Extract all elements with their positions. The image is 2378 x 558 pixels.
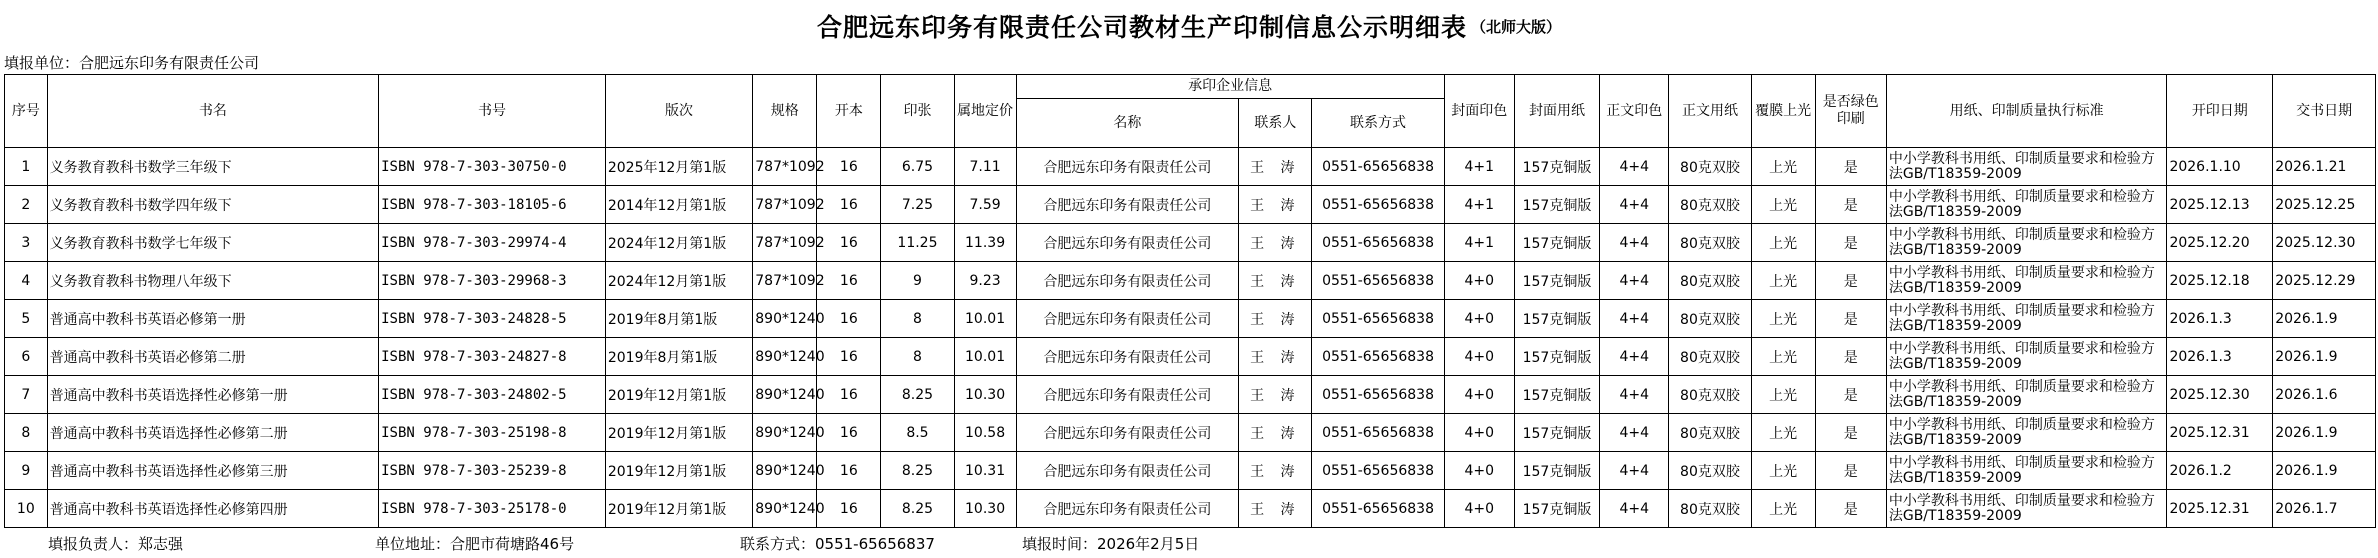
cell-book-no: ISBN 978-7-303-18105-6 (379, 186, 606, 224)
cell-contact: 王 涛 (1239, 490, 1312, 528)
cell-edition: 2024年12月第1版 (605, 262, 752, 300)
cell-standard: 中小学教科书用纸、印制质量要求和检验方法GB/T18359-2009 (1886, 224, 2167, 262)
cell-price: 7.59 (954, 186, 1016, 224)
cell-book-no: ISBN 978-7-303-24828-5 (379, 300, 606, 338)
cell-book-name: 普通高中教科书英语选择性必修第四册 (47, 490, 378, 528)
cell-delivery-date: 2025.12.29 (2273, 262, 2376, 300)
cell-sheets: 7.25 (881, 186, 954, 224)
cell-edition: 2019年8月第1版 (605, 338, 752, 376)
cell-green: 是 (1815, 490, 1886, 528)
cell-company: 合肥远东印务有限责任公司 (1016, 148, 1239, 186)
header-book-no: 书号 (379, 75, 606, 148)
cell-film: 上光 (1751, 414, 1815, 452)
cell-spec: 890*1240 (753, 300, 817, 338)
cell-start-date: 2025.12.13 (2167, 186, 2273, 224)
page-subtitle: （北师大版） (1471, 17, 1562, 36)
cell-format: 16 (817, 376, 881, 414)
cell-green: 是 (1815, 224, 1886, 262)
cell-book-no: ISBN 978-7-303-30750-0 (379, 148, 606, 186)
header-start-date: 开印日期 (2167, 75, 2273, 148)
cell-green: 是 (1815, 262, 1886, 300)
header-sheets: 印张 (881, 75, 954, 148)
cell-delivery-date: 2026.1.7 (2273, 490, 2376, 528)
cell-cover-color: 4+1 (1444, 148, 1514, 186)
cell-film: 上光 (1751, 490, 1815, 528)
cell-start-date: 2026.1.3 (2167, 300, 2273, 338)
cell-book-no: ISBN 978-7-303-25178-0 (379, 490, 606, 528)
cell-edition: 2019年12月第1版 (605, 490, 752, 528)
cell-book-no: ISBN 978-7-303-25198-8 (379, 414, 606, 452)
table-row (5, 414, 2376, 452)
cell-edition: 2024年12月第1版 (605, 224, 752, 262)
cell-edition: 2019年12月第1版 (605, 414, 752, 452)
cell-contact: 王 涛 (1239, 224, 1312, 262)
cell-standard: 中小学教科书用纸、印制质量要求和检验方法GB/T18359-2009 (1886, 300, 2167, 338)
table-row (5, 490, 2376, 528)
table-row (5, 224, 2376, 262)
cell-standard: 中小学教科书用纸、印制质量要求和检验方法GB/T18359-2009 (1886, 186, 2167, 224)
page-title: 合肥远东印务有限责任公司教材生产印制信息公示明细表 (816, 13, 1467, 42)
cell-cover-paper: 157克铜版 (1514, 262, 1599, 300)
cell-cover-color: 4+0 (1444, 490, 1514, 528)
footer-phone: 联系方式：0551-65656837 (740, 535, 935, 553)
table-row (5, 376, 2376, 414)
header-film: 覆膜上光 (1751, 75, 1815, 148)
cell-book-name: 义务教育教科书物理八年级下 (47, 262, 378, 300)
cell-company: 合肥远东印务有限责任公司 (1016, 300, 1239, 338)
cell-company: 合肥远东印务有限责任公司 (1016, 224, 1239, 262)
cell-text-paper: 80克双胶 (1669, 186, 1751, 224)
cell-text-color: 4+4 (1600, 262, 1669, 300)
cell-seq: 4 (5, 262, 48, 300)
cell-book-no: ISBN 978-7-303-29974-4 (379, 224, 606, 262)
cell-seq: 1 (5, 148, 48, 186)
cell-text-color: 4+4 (1600, 186, 1669, 224)
cell-start-date: 2025.12.31 (2167, 414, 2273, 452)
header-seq: 序号 (5, 75, 48, 148)
cell-phone: 0551-65656838 (1312, 490, 1444, 528)
cell-cover-color: 4+1 (1444, 186, 1514, 224)
table-row (5, 452, 2376, 490)
cell-spec: 890*1240 (753, 414, 817, 452)
cell-book-no: ISBN 978-7-303-25239-8 (379, 452, 606, 490)
cell-contact: 王 涛 (1239, 376, 1312, 414)
cell-start-date: 2026.1.10 (2167, 148, 2273, 186)
header-contact: 联系人 (1239, 99, 1312, 148)
cell-cover-paper: 157克铜版 (1514, 224, 1599, 262)
cell-sheets: 8.25 (881, 376, 954, 414)
header-printer-group: 承印企业信息 (1016, 75, 1444, 99)
cell-book-name: 普通高中教科书英语选择性必修第一册 (47, 376, 378, 414)
cell-cover-paper: 157克铜版 (1514, 186, 1599, 224)
cell-edition: 2014年12月第1版 (605, 186, 752, 224)
header-spec: 规格 (753, 75, 817, 148)
cell-seq: 5 (5, 300, 48, 338)
cell-delivery-date: 2026.1.9 (2273, 452, 2376, 490)
cell-phone: 0551-65656838 (1312, 376, 1444, 414)
cell-format: 16 (817, 452, 881, 490)
cell-seq: 7 (5, 376, 48, 414)
cell-phone: 0551-65656838 (1312, 338, 1444, 376)
cell-company: 合肥远东印务有限责任公司 (1016, 414, 1239, 452)
cell-film: 上光 (1751, 148, 1815, 186)
cell-edition: 2025年12月第1版 (605, 148, 752, 186)
cell-sheets: 8.25 (881, 452, 954, 490)
cell-spec: 890*1240 (753, 490, 817, 528)
cell-edition: 2019年12月第1版 (605, 376, 752, 414)
cell-format: 16 (817, 186, 881, 224)
cell-price: 9.23 (954, 262, 1016, 300)
cell-text-paper: 80克双胶 (1669, 414, 1751, 452)
cell-text-paper: 80克双胶 (1669, 224, 1751, 262)
cell-phone: 0551-65656838 (1312, 414, 1444, 452)
cell-start-date: 2025.12.31 (2167, 490, 2273, 528)
cell-cover-color: 4+0 (1444, 300, 1514, 338)
cell-film: 上光 (1751, 376, 1815, 414)
cell-green: 是 (1815, 452, 1886, 490)
cell-seq: 9 (5, 452, 48, 490)
cell-phone: 0551-65656838 (1312, 452, 1444, 490)
cell-standard: 中小学教科书用纸、印制质量要求和检验方法GB/T18359-2009 (1886, 338, 2167, 376)
header-edition: 版次 (605, 75, 752, 148)
cell-cover-color: 4+0 (1444, 414, 1514, 452)
cell-spec: 890*1240 (753, 376, 817, 414)
cell-company: 合肥远东印务有限责任公司 (1016, 186, 1239, 224)
cell-seq: 10 (5, 490, 48, 528)
cell-start-date: 2025.12.20 (2167, 224, 2273, 262)
cell-phone: 0551-65656838 (1312, 262, 1444, 300)
cell-seq: 6 (5, 338, 48, 376)
cell-format: 16 (817, 148, 881, 186)
cell-contact: 王 涛 (1239, 186, 1312, 224)
cell-edition: 2019年12月第1版 (605, 452, 752, 490)
table-row (5, 262, 2376, 300)
cell-phone: 0551-65656838 (1312, 148, 1444, 186)
table-row (5, 300, 2376, 338)
header-book-name: 书名 (47, 75, 378, 148)
cell-cover-paper: 157克铜版 (1514, 148, 1599, 186)
cell-format: 16 (817, 490, 881, 528)
cell-standard: 中小学教科书用纸、印制质量要求和检验方法GB/T18359-2009 (1886, 490, 2167, 528)
cell-price: 10.30 (954, 490, 1016, 528)
cell-format: 16 (817, 262, 881, 300)
cell-start-date: 2026.1.2 (2167, 452, 2273, 490)
header-cover-color: 封面印色 (1444, 75, 1514, 148)
cell-green: 是 (1815, 338, 1886, 376)
cell-text-color: 4+4 (1600, 148, 1669, 186)
cell-format: 16 (817, 338, 881, 376)
cell-book-name: 普通高中教科书英语必修第一册 (47, 300, 378, 338)
cell-contact: 王 涛 (1239, 338, 1312, 376)
cell-standard: 中小学教科书用纸、印制质量要求和检验方法GB/T18359-2009 (1886, 148, 2167, 186)
header-text-color: 正文印色 (1600, 75, 1669, 148)
cell-format: 16 (817, 300, 881, 338)
cell-format: 16 (817, 224, 881, 262)
header-price: 属地定价 (954, 75, 1016, 148)
cell-green: 是 (1815, 148, 1886, 186)
cell-sheets: 8.5 (881, 414, 954, 452)
footer-address: 单位地址：合肥市荷塘路46号 (375, 535, 575, 553)
cell-text-color: 4+4 (1600, 414, 1669, 452)
cell-company: 合肥远东印务有限责任公司 (1016, 262, 1239, 300)
cell-contact: 王 涛 (1239, 414, 1312, 452)
footer (0, 531, 2378, 558)
cell-book-name: 普通高中教科书英语选择性必修第三册 (47, 452, 378, 490)
cell-seq: 8 (5, 414, 48, 452)
table-row (5, 148, 2376, 186)
cell-spec: 787*1092 (753, 224, 817, 262)
cell-cover-paper: 157克铜版 (1514, 414, 1599, 452)
cell-book-name: 义务教育教科书数学四年级下 (47, 186, 378, 224)
cell-start-date: 2026.1.3 (2167, 338, 2273, 376)
header-cover-paper: 封面用纸 (1514, 75, 1599, 148)
cell-company: 合肥远东印务有限责任公司 (1016, 490, 1239, 528)
header-standard: 用纸、印制质量执行标准 (1886, 75, 2167, 148)
cell-phone: 0551-65656838 (1312, 224, 1444, 262)
cell-delivery-date: 2026.1.6 (2273, 376, 2376, 414)
cell-seq: 2 (5, 186, 48, 224)
table-row (5, 186, 2376, 224)
cell-price: 10.58 (954, 414, 1016, 452)
cell-cover-paper: 157克铜版 (1514, 338, 1599, 376)
cell-sheets: 9 (881, 262, 954, 300)
cell-sheets: 11.25 (881, 224, 954, 262)
cell-delivery-date: 2026.1.21 (2273, 148, 2376, 186)
cell-text-color: 4+4 (1600, 300, 1669, 338)
cell-text-color: 4+4 (1600, 224, 1669, 262)
header-company: 名称 (1016, 99, 1239, 148)
cell-text-paper: 80克双胶 (1669, 452, 1751, 490)
cell-text-paper: 80克双胶 (1669, 300, 1751, 338)
cell-spec: 787*1092 (753, 148, 817, 186)
cell-standard: 中小学教科书用纸、印制质量要求和检验方法GB/T18359-2009 (1886, 376, 2167, 414)
cell-spec: 787*1092 (753, 262, 817, 300)
cell-standard: 中小学教科书用纸、印制质量要求和检验方法GB/T18359-2009 (1886, 452, 2167, 490)
cell-text-paper: 80克双胶 (1669, 338, 1751, 376)
cell-sheets: 8.25 (881, 490, 954, 528)
cell-text-color: 4+4 (1600, 376, 1669, 414)
header-phone: 联系方式 (1312, 99, 1444, 148)
cell-delivery-date: 2026.1.9 (2273, 338, 2376, 376)
page-title-row (0, 0, 2378, 52)
cell-text-color: 4+4 (1600, 338, 1669, 376)
cell-sheets: 8 (881, 300, 954, 338)
cell-book-no: ISBN 978-7-303-24827-8 (379, 338, 606, 376)
cell-text-color: 4+4 (1600, 452, 1669, 490)
cell-spec: 787*1092 (753, 186, 817, 224)
cell-film: 上光 (1751, 338, 1815, 376)
cell-cover-paper: 157克铜版 (1514, 490, 1599, 528)
header-text-paper: 正文用纸 (1669, 75, 1751, 148)
cell-film: 上光 (1751, 186, 1815, 224)
cell-contact: 王 涛 (1239, 300, 1312, 338)
cell-text-color: 4+4 (1600, 490, 1669, 528)
cell-phone: 0551-65656838 (1312, 300, 1444, 338)
cell-contact: 王 涛 (1239, 452, 1312, 490)
cell-cover-color: 4+0 (1444, 452, 1514, 490)
cell-company: 合肥远东印务有限责任公司 (1016, 338, 1239, 376)
cell-price: 10.31 (954, 452, 1016, 490)
cell-cover-paper: 157克铜版 (1514, 376, 1599, 414)
cell-book-name: 普通高中教科书英语选择性必修第二册 (47, 414, 378, 452)
cell-text-paper: 80克双胶 (1669, 376, 1751, 414)
cell-delivery-date: 2025.12.30 (2273, 224, 2376, 262)
cell-book-name: 义务教育教科书数学三年级下 (47, 148, 378, 186)
cell-film: 上光 (1751, 452, 1815, 490)
cell-green: 是 (1815, 186, 1886, 224)
cell-start-date: 2025.12.18 (2167, 262, 2273, 300)
cell-film: 上光 (1751, 300, 1815, 338)
cell-price: 7.11 (954, 148, 1016, 186)
cell-price: 10.30 (954, 376, 1016, 414)
cell-cover-color: 4+0 (1444, 262, 1514, 300)
cell-cover-paper: 157克铜版 (1514, 452, 1599, 490)
cell-cover-paper: 157克铜版 (1514, 300, 1599, 338)
cell-company: 合肥远东印务有限责任公司 (1016, 376, 1239, 414)
footer-date: 填报时间：2026年2月5日 (1022, 535, 1200, 553)
cell-seq: 3 (5, 224, 48, 262)
header-format: 开本 (817, 75, 881, 148)
cell-book-no: ISBN 978-7-303-24802-5 (379, 376, 606, 414)
header-green: 是否绿色印刷 (1815, 75, 1886, 148)
cell-spec: 890*1240 (753, 452, 817, 490)
cell-film: 上光 (1751, 224, 1815, 262)
cell-cover-color: 4+0 (1444, 338, 1514, 376)
cell-delivery-date: 2025.12.25 (2273, 186, 2376, 224)
header-delivery-date: 交书日期 (2273, 75, 2376, 148)
cell-text-paper: 80克双胶 (1669, 148, 1751, 186)
cell-green: 是 (1815, 376, 1886, 414)
cell-book-name: 义务教育教科书数学七年级下 (47, 224, 378, 262)
cell-standard: 中小学教科书用纸、印制质量要求和检验方法GB/T18359-2009 (1886, 262, 2167, 300)
cell-price: 10.01 (954, 300, 1016, 338)
cell-text-paper: 80克双胶 (1669, 262, 1751, 300)
cell-green: 是 (1815, 300, 1886, 338)
reporting-unit: 填报单位：合肥远东印务有限责任公司 (4, 54, 260, 72)
cell-spec: 890*1240 (753, 338, 817, 376)
cell-start-date: 2025.12.30 (2167, 376, 2273, 414)
cell-sheets: 6.75 (881, 148, 954, 186)
cell-price: 11.39 (954, 224, 1016, 262)
cell-standard: 中小学教科书用纸、印制质量要求和检验方法GB/T18359-2009 (1886, 414, 2167, 452)
cell-delivery-date: 2026.1.9 (2273, 414, 2376, 452)
cell-contact: 王 涛 (1239, 262, 1312, 300)
cell-film: 上光 (1751, 262, 1815, 300)
cell-book-name: 普通高中教科书英语必修第二册 (47, 338, 378, 376)
cell-green: 是 (1815, 414, 1886, 452)
cell-delivery-date: 2026.1.9 (2273, 300, 2376, 338)
cell-contact: 王 涛 (1239, 148, 1312, 186)
cell-cover-color: 4+0 (1444, 376, 1514, 414)
footer-person: 填报负责人：郑志强 (48, 535, 184, 553)
print-info-table (4, 74, 2376, 528)
cell-format: 16 (817, 414, 881, 452)
cell-price: 10.01 (954, 338, 1016, 376)
cell-phone: 0551-65656838 (1312, 186, 1444, 224)
cell-sheets: 8 (881, 338, 954, 376)
cell-book-no: ISBN 978-7-303-29968-3 (379, 262, 606, 300)
cell-company: 合肥远东印务有限责任公司 (1016, 452, 1239, 490)
table-row (5, 338, 2376, 376)
cell-cover-color: 4+1 (1444, 224, 1514, 262)
cell-text-paper: 80克双胶 (1669, 490, 1751, 528)
cell-edition: 2019年8月第1版 (605, 300, 752, 338)
